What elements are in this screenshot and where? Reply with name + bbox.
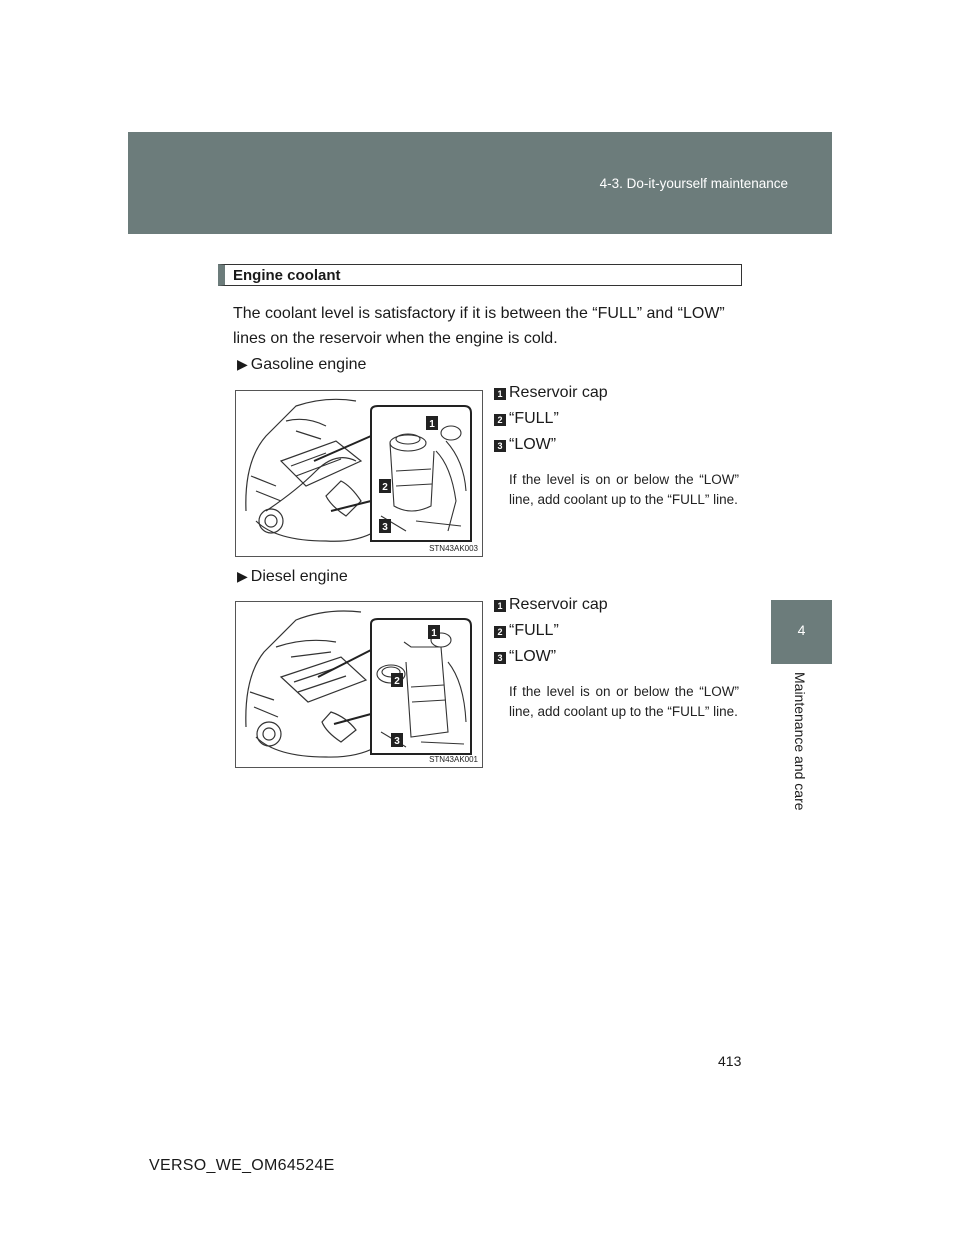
callout-2: 2 (394, 676, 400, 687)
figure-code: STN43AK001 (429, 755, 478, 764)
legend-label: “FULL” (509, 410, 559, 427)
legend-item-full (494, 622, 744, 648)
document-code: VERSO_WE_OM64524E (149, 1157, 335, 1174)
number-badge-icon: 2 (494, 414, 506, 426)
chapter-tab-label: Maintenance and care (792, 672, 808, 811)
triangle-bullet-icon: ▶ (237, 356, 248, 372)
diesel-engine-figure (235, 601, 483, 768)
legend-label: Reservoir cap (509, 384, 608, 401)
number-badge-icon: 2 (494, 626, 506, 638)
page-number: 413 (718, 1053, 742, 1069)
callout-1: 1 (431, 628, 437, 639)
section-title: Engine coolant (233, 267, 341, 284)
triangle-bullet-icon: ▶ (237, 568, 248, 584)
chapter-header (128, 132, 832, 234)
number-badge-icon: 3 (494, 652, 506, 664)
number-badge-icon: 1 (494, 600, 506, 612)
chapter-section-title: 4-3. Do-it-yourself maintenance (599, 176, 788, 191)
legend-label: “FULL” (509, 622, 559, 639)
legend-label: “LOW” (509, 436, 557, 453)
legend-item-low (494, 648, 744, 674)
engine-heading-text: Diesel engine (250, 568, 348, 585)
gasoline-engine-figure (235, 390, 483, 557)
legend-item-full (494, 410, 744, 436)
legend-item-reservoir-cap (494, 596, 744, 622)
legend-item-low (494, 436, 744, 462)
callout-1: 1 (429, 419, 435, 430)
gasoline-legend (494, 384, 744, 510)
diesel-engine-heading (237, 568, 348, 586)
chapter-tab-number (771, 600, 832, 664)
figure-code: STN43AK003 (429, 544, 478, 553)
coolant-note: If the level is on or below the “LOW” line, add coolant up to the “FULL” line. (509, 472, 739, 507)
callout-3: 3 (382, 522, 388, 533)
engine-heading-text: Gasoline engine (250, 356, 367, 373)
engine-bay-illustration (236, 602, 482, 767)
legend-item-reservoir-cap (494, 384, 744, 410)
coolant-note: If the level is on or below the “LOW” line, add coolant up to the “FULL” line. (509, 684, 739, 719)
callout-3: 3 (394, 736, 400, 747)
engine-bay-illustration (236, 391, 482, 556)
number-badge-icon: 3 (494, 440, 506, 452)
callout-2: 2 (382, 482, 388, 493)
section-title-box (218, 264, 742, 286)
legend-label: “LOW” (509, 648, 557, 665)
gasoline-engine-heading (237, 356, 366, 374)
chapter-tab (771, 664, 832, 842)
diesel-legend (494, 596, 744, 722)
chapter-number: 4 (797, 622, 806, 638)
number-badge-icon: 1 (494, 388, 506, 400)
intro-paragraph: The coolant level is satisfactory if it is between the “FULL” and “LOW” lines on the reservoir when the engine is cold. (233, 305, 725, 347)
legend-label: Reservoir cap (509, 596, 608, 613)
